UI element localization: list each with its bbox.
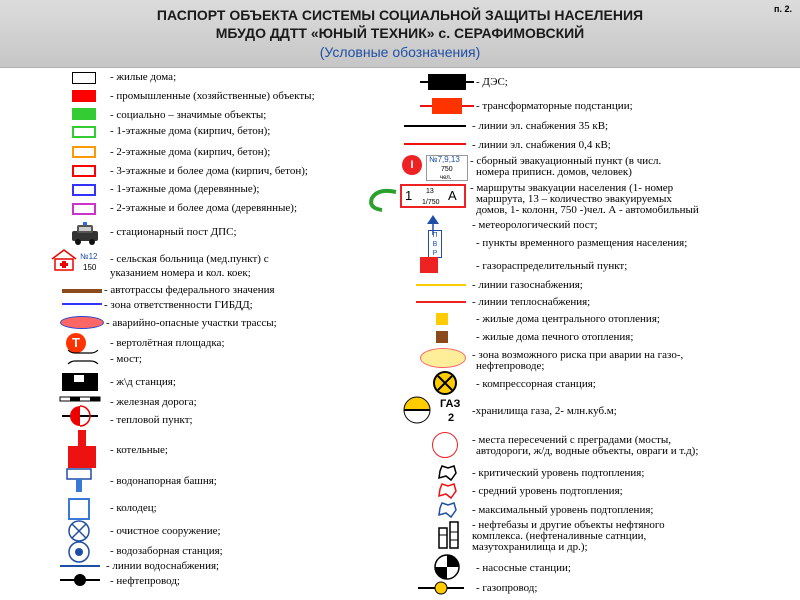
highway-label: - автотрассы федерального значения — [104, 284, 275, 296]
line-35kv-icon — [404, 125, 466, 127]
treatment-label: - очистное сооружение; — [110, 525, 221, 537]
pvr-icon — [428, 230, 442, 258]
heat-point-label: - тепловой пункт; — [110, 414, 193, 426]
risk-zone-icon — [420, 348, 466, 368]
flood-medium-label: - средний уровень подтопления; — [472, 485, 623, 497]
crossing-icon — [432, 432, 458, 458]
route-label-3: домов, 1- колонн, 750 -)чел. А - автомобильный — [476, 204, 699, 216]
helipad-icon: Т — [66, 333, 86, 353]
railway-icon — [58, 394, 102, 404]
subtitle: (Условные обозначения) — [319, 44, 481, 60]
pvr-letter-v: В — [432, 241, 438, 248]
brick3-label: - 3-этажные и более дома (кирпич, бетон); — [110, 165, 308, 177]
hospital-label-1: - сельская больница (мед.пункт) с — [110, 253, 269, 265]
gas-storage-text: ГАЗ — [440, 398, 461, 410]
social-icon — [72, 108, 96, 120]
evac-unit: чел. — [440, 175, 452, 181]
title-line-1: ПАСПОРТ ОБЪЕКТА СИСТЕМЫ СОЦИАЛЬНОЙ ЗАЩИТЫ НАСЕЛЕНИЯ — [156, 7, 644, 23]
central-heat-icon — [436, 313, 448, 325]
rail-station-label: - ж\д станция; — [110, 376, 176, 388]
wood1-label: - 1-этажные дома (деревянные); — [110, 183, 260, 195]
crossing-label-2: автодороги, ж/д, водные объекты, овраги и т.д); — [476, 445, 699, 457]
stove-heat-label: - жилые дома печного отопления; — [476, 331, 634, 343]
pump-station-icon — [432, 553, 462, 581]
wood2-label: - 2-этажные и более дома (деревянные); — [110, 202, 298, 214]
gas-storage-num: 2 — [448, 412, 455, 424]
brick3-icon — [72, 165, 96, 177]
flood-max-label: - максимальный уровень подтопления; — [472, 504, 654, 516]
transformer-label: - трансформаторные подстанции; — [476, 100, 633, 112]
residential-icon — [72, 72, 96, 84]
brick2-icon — [72, 146, 96, 158]
flood-critical-icon — [436, 464, 458, 482]
highway-line-icon — [62, 289, 102, 293]
boiler-label: - котельные; — [110, 444, 168, 456]
route-type: А — [448, 188, 457, 203]
flood-max-icon — [436, 501, 458, 519]
water-tower-icon — [64, 466, 94, 494]
railway-label: - железная дорога; — [110, 396, 197, 408]
bridge-icon — [66, 347, 100, 367]
heat-line-icon — [416, 301, 466, 303]
well-icon — [68, 498, 90, 520]
route-columns: 1/750 — [422, 199, 440, 206]
pvr-label: - пункты временного размещения населения; — [476, 237, 688, 249]
brick1-label: - 1-этажные дома (кирпич, бетон); — [110, 125, 271, 137]
gas-line-icon — [416, 284, 466, 286]
des-icon — [420, 72, 474, 92]
gas-dist-label: - газораспределительный пункт; — [476, 260, 628, 272]
bridge-label: - мост; — [110, 353, 142, 365]
evac-label-2: номера приписн. домов, человек) — [476, 166, 632, 178]
hospital-beds: 150 — [83, 263, 97, 272]
gas-pipe-icon — [416, 580, 466, 596]
gibdd-label: - зона ответственности ГИБДД; — [104, 299, 253, 311]
police-car-icon — [70, 222, 100, 246]
water-intake-icon — [66, 540, 92, 564]
water-line-icon — [60, 565, 100, 567]
heli-label: - вертолётная площадка; — [110, 337, 225, 349]
brick1-icon — [72, 126, 96, 138]
crossing-label-1: - места пересечений с преградами (мосты, — [472, 434, 671, 446]
line-04kv-icon — [404, 143, 466, 145]
heat-lines-label: - линии теплоснабжения; — [472, 296, 591, 308]
des-label: - ДЭС; — [476, 76, 508, 88]
social-label: - социально – значимые объекты; — [110, 109, 267, 121]
residential-label: - жилые дома; — [110, 71, 177, 83]
flood-critical-label: - критический уровень подтопления; — [472, 467, 645, 479]
transformer-icon — [420, 96, 474, 116]
pvr-letter-r: Р — [432, 250, 438, 257]
wood2-icon — [72, 203, 96, 215]
industrial-label: - промышленные (хозяйственные) объекты; — [110, 90, 315, 102]
water-lines-label: - линии водоснабжения; — [106, 560, 220, 572]
page-number: п. 2. — [774, 4, 792, 14]
compressor-label: - компрессорная станция; — [476, 378, 596, 390]
rail-station-icon — [60, 371, 100, 393]
compressor-icon — [432, 370, 458, 396]
hospital-number: №12 — [80, 252, 98, 261]
route-label-2: маршрута, 13 – количество эвакуируемых — [476, 193, 672, 205]
heat-point-icon — [60, 405, 100, 427]
gas-dist-icon — [420, 257, 438, 273]
pvr-letter-p: П — [432, 232, 438, 239]
flood-medium-icon — [436, 482, 458, 500]
oil-label-3: мазутохранилища и др.); — [472, 541, 588, 553]
gas-pipe-label: - газопровод; — [476, 582, 538, 594]
oil-pipe-label: - нефтепровод; — [110, 575, 180, 587]
central-heat-label: - жилые дома центрального отопления; — [476, 313, 660, 325]
gas-storage-icon — [400, 396, 434, 424]
line-04kv-label: - линии эл. снабжения 0,4 кВ; — [472, 139, 611, 151]
oil-pipe-icon — [58, 572, 102, 588]
stove-heat-icon — [436, 331, 448, 343]
water-tower-label: - водонапорная башня; — [110, 475, 217, 487]
evac-badge-icon: I — [402, 155, 422, 175]
brick2-label: - 2-этажные дома (кирпич, бетон); — [110, 146, 271, 158]
line-35kv-label: - линии эл. снабжения 35 кВ; — [472, 120, 609, 132]
oil-label-2: комплекса. (нефтеналивные сатнции, — [472, 530, 647, 542]
route-number: 1 — [405, 188, 413, 203]
wood1-icon — [72, 184, 96, 196]
evac-label-1: - сборный эвакуационный пункт (в числ. — [470, 155, 662, 167]
gas-lines-label: - линии газоснабжения; — [472, 279, 583, 291]
danger-zone-icon — [60, 316, 104, 329]
gibdd-line-icon — [62, 303, 102, 305]
oil-depot-icon — [436, 520, 462, 550]
water-intake-label: - водозаборная станция; — [110, 545, 223, 557]
title-line-2: МБУДО ДДТТ «ЮНЫЙ ТЕХНИК» с. СЕРАФИМОВСКИЙ — [215, 25, 585, 41]
route-houses: 13 — [426, 188, 434, 195]
industrial-icon — [72, 90, 96, 102]
gas-storage-label: -хранилища газа, 2- млн.куб.м; — [472, 405, 617, 417]
risk-label-2: нефтепроводе; — [476, 360, 545, 372]
route-arrow-icon — [352, 184, 402, 214]
route-label-1: - маршруты эвакуации населения (1- номер — [470, 182, 674, 194]
oil-label-1: - нефтебазы и другие объекты нефтяного — [472, 519, 665, 531]
meteo-label: - метеорологический пост; — [472, 219, 598, 231]
header-bar — [0, 0, 800, 68]
evac-number: №7,9,13 — [429, 155, 460, 164]
danger-label: - аварийно-опасные участки трассы; — [106, 317, 277, 329]
well-label: - колодец; — [110, 502, 157, 514]
pump-label: - насосные станции; — [476, 562, 571, 574]
evac-capacity: 750 — [441, 166, 453, 173]
risk-label-1: - зона возможного риска при аварии на газо-, — [472, 349, 684, 361]
hospital-label-2: указанием номера и кол. коек; — [110, 267, 251, 279]
dps-label: - стационарный пост ДПС; — [110, 226, 237, 238]
